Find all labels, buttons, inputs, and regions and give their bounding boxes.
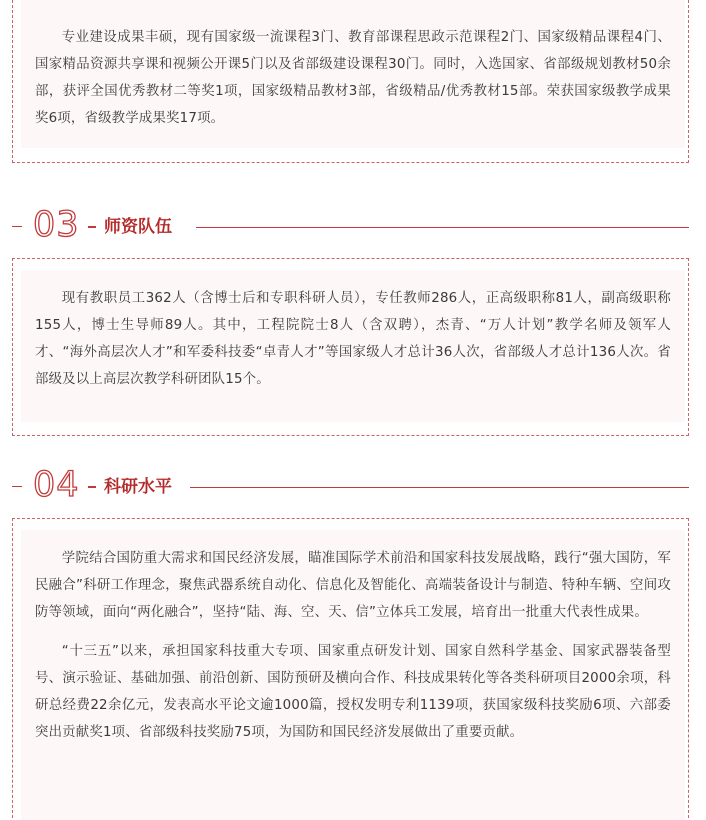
section-number: 03 xyxy=(33,205,80,245)
heading-lead-line xyxy=(12,226,22,227)
achievements-card xyxy=(21,0,685,148)
faculty-heading xyxy=(0,207,706,247)
achievements-paragraph: 专业建设成果丰硕，现有国家级一流课程3门、教育部课程思政示范课程2门、国家级精品课程4门、国家精品资源共享课和视频公开课5门以及省部级建设课程30门。同时，入选国家、省部级规划教材50余部，获评全国优秀教材二等奖1项，国家级精品教材3部，省级精品/优秀教材15部。荣获国家级教学成果奖6项，省级教学成果奖17项。 xyxy=(35,30,671,126)
section-title: 师资队伍 xyxy=(104,217,172,237)
research-card xyxy=(21,530,685,820)
heading-lead-line xyxy=(12,486,22,487)
faculty-card xyxy=(21,270,685,422)
heading-dash xyxy=(88,226,96,228)
research-paragraph-2: “十三五”以来，承担国家科技重大专项、国家重点研发计划、国家自然科学基金、国家武器装备型号、演示验证、基础加强、前沿创新、国防预研及横向合作、科技成果转化等各类科研项目2000余项，科研总经费22余亿元，发表高水平论文逾1000篇，授权发明专利1139项，获国家级科技奖励6项、六部委突出贡献奖1项、省部级科技奖励75项，为国防和国民经济发展做出了重要贡献。 xyxy=(35,644,671,740)
research-heading xyxy=(0,467,706,507)
heading-dash xyxy=(88,486,96,488)
section-title: 科研水平 xyxy=(104,477,172,497)
research-paragraph-1: 学院结合国防重大需求和国民经济发展，瞄准国际学术前沿和国家科技发展战略，践行“强大国防，军民融合”科研工作理念，聚焦武器系统自动化、信息化及智能化、高端装备设计与制造、特种车辆、空间攻防等领域，面向“两化融合”，坚持“陆、海、空、天、信”立体兵工发展，培育出一批重大代表性成果。 xyxy=(35,551,671,620)
section-number: 04 xyxy=(33,465,80,505)
faculty-paragraph: 现有教职员工362人（含博士后和专职科研人员），专任教师286人，正高级职称81人，副高级职称155人，博士生导师89人。其中，工程院院士8人（含双聘），杰青、“万人计划”教学名师及领军人才、“海外高层次人才”和军委科技委“卓青人才”等国家级人才总计36人次，省部级人才总计136人次。省部级及以上高层次教学科研团队15个。 xyxy=(35,291,671,387)
heading-rule xyxy=(196,227,689,228)
heading-rule xyxy=(190,487,689,488)
